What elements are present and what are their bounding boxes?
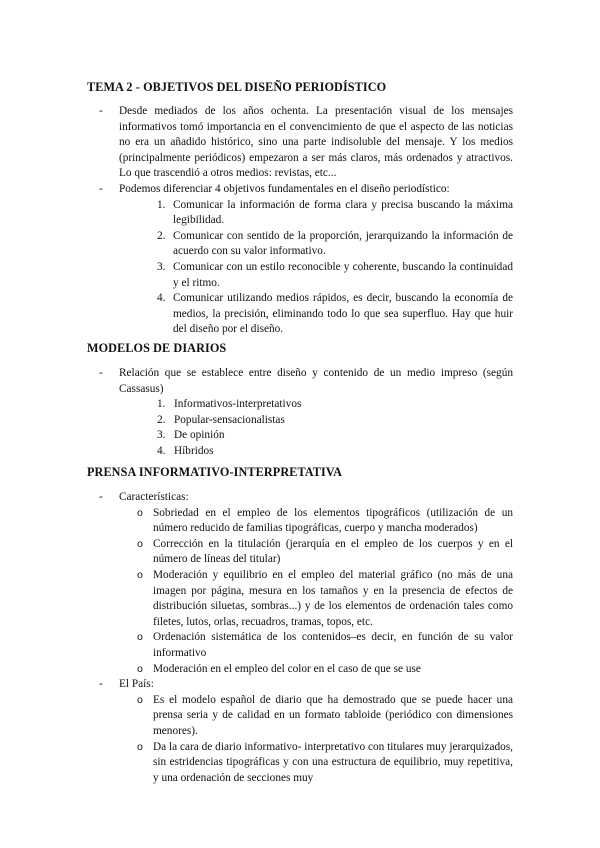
section-title-prensa: PRENSA INFORMATIVO-INTERPRETATIVA xyxy=(87,465,343,479)
dash-marker: - xyxy=(99,491,103,503)
bullet-item xyxy=(87,366,513,397)
sub-bullet-text: Moderación en el empleo del color en el caso de que se use xyxy=(153,662,421,675)
section-title-modelos: MODELOS DE DIARIOS xyxy=(87,341,227,355)
bullet-text: Características: xyxy=(119,491,189,503)
sub-bullet-text: Ordenación sistemática de los contenidos–es decir, en función de su valor informativo xyxy=(153,631,513,659)
circle-marker: o xyxy=(137,740,143,753)
sub-bullet-text: Es el modelo español de diario que ha demostrado que se puede hacer una prensa seria y de calidad en un formato tabloide (periódico con dimensiones menores). xyxy=(153,693,513,737)
numbered-item xyxy=(87,413,513,429)
number-marker: 4. xyxy=(157,444,166,457)
circle-marker: o xyxy=(137,506,143,519)
numbered-text: Híbridos xyxy=(174,444,214,457)
numbered-item xyxy=(87,428,513,444)
number-marker: 3. xyxy=(157,429,166,442)
section-1-body xyxy=(87,104,513,338)
number-marker: 4. xyxy=(157,292,166,305)
sub-bullet-text: Moderación y equilibrio en el empleo del material gráfico (no más de una imagen por página, mesura en los tamaños y en la presencia de efectos de distribución siluetas, sombras...) y de los elementos de ordenación tales como filetes, lutos, orlas, recuadros, tramas, topos, etc. xyxy=(153,568,513,628)
numbered-text: Comunicar la información de forma clara y precisa buscando la máxima legibilidad. xyxy=(173,198,513,227)
numbered-item xyxy=(87,229,513,260)
number-marker: 2. xyxy=(157,229,166,242)
sub-bullet-item xyxy=(87,693,513,740)
sub-bullet-item xyxy=(87,662,513,678)
bullet-item xyxy=(87,677,513,693)
numbered-text: Comunicar con un estilo reconocible y coherente, buscando la continuidad y el ritmo. xyxy=(173,260,513,289)
numbered-text: Popular-sensacionalistas xyxy=(174,413,285,426)
number-marker: 3. xyxy=(157,260,166,273)
numbered-item xyxy=(87,198,513,229)
dash-marker: - xyxy=(99,182,103,195)
circle-marker: o xyxy=(137,693,143,706)
bullet-item xyxy=(87,490,513,506)
circle-marker: o xyxy=(137,537,143,550)
circle-marker: o xyxy=(137,662,143,675)
number-marker: 1. xyxy=(157,398,166,411)
sub-bullet-item xyxy=(87,506,513,537)
circle-marker: o xyxy=(137,568,143,581)
bullet-item xyxy=(87,182,513,198)
numbered-text: Comunicar utilizando medios rápidos, es decir, buscando la economía de medios, la precisión, eliminando todo lo que sea superfluo. Hay que huir del diseño por el diseño. xyxy=(173,292,513,336)
sub-bullet-text: Corrección en la titulación (jerarquía en el empleo de los cuerpos y en el número de líneas del titular) xyxy=(153,537,513,566)
bullet-text: Relación que se establece entre diseño y contenido de un medio impreso (según Cassasus) xyxy=(119,367,513,395)
numbered-item xyxy=(87,291,513,338)
section-title-tema-2: TEMA 2 - OBJETIVOS DEL DISEÑO PERIODÍSTICO xyxy=(87,80,387,94)
dash-marker: - xyxy=(99,367,103,379)
dash-marker: - xyxy=(99,678,103,691)
sub-bullet-item xyxy=(87,537,513,568)
sub-bullet-item xyxy=(87,630,513,661)
bullet-text: Desde mediados de los años ochenta. La presentación visual de los mensajes informativos tomó importancia en el convencimiento de que el aspecto de las noticias no era un añadido histórico, sino una parte indisoluble del mensaje. Y los medios (principalmente periódicos) empezaron a ser más claros, más ordenados y atractivos. Lo que trascendió a otros medios: revistas, etc... xyxy=(119,105,513,180)
numbered-item xyxy=(87,444,513,460)
sub-bullet-item xyxy=(87,740,513,787)
bullet-text: El País: xyxy=(119,678,154,691)
section-2-body xyxy=(87,366,513,460)
numbered-text: Informativos-interpretativos xyxy=(174,398,302,411)
sub-bullet-text: Sobriedad en el empleo de los elementos tipográficos (utilización de un número reducido de familias tipográficas, cuerpo y mancha moderados) xyxy=(153,506,513,535)
number-marker: 1. xyxy=(157,198,166,211)
bullet-text: Podemos diferenciar 4 objetivos fundamentales en el diseño periodístico: xyxy=(119,182,450,195)
numbered-text: Comunicar con sentido de la proporción, jerarquizando la información de acuerdo con su valor informativo. xyxy=(173,229,513,258)
sub-bullet-item xyxy=(87,568,513,630)
numbered-item xyxy=(87,260,513,291)
dash-marker: - xyxy=(99,105,103,117)
sub-bullet-text: Da la cara de diario informativo- interpretativo con titulares muy jerarquizados, sin estridencias tipográficas y con una estructura de equilibrio, muy repetitiva, y una ordenación de secciones muy xyxy=(153,740,513,784)
bullet-item xyxy=(87,104,513,182)
numbered-item xyxy=(87,397,513,413)
circle-marker: o xyxy=(137,631,143,644)
numbered-text: De opinión xyxy=(174,429,225,442)
section-3-body xyxy=(87,490,513,786)
number-marker: 2. xyxy=(157,413,166,426)
